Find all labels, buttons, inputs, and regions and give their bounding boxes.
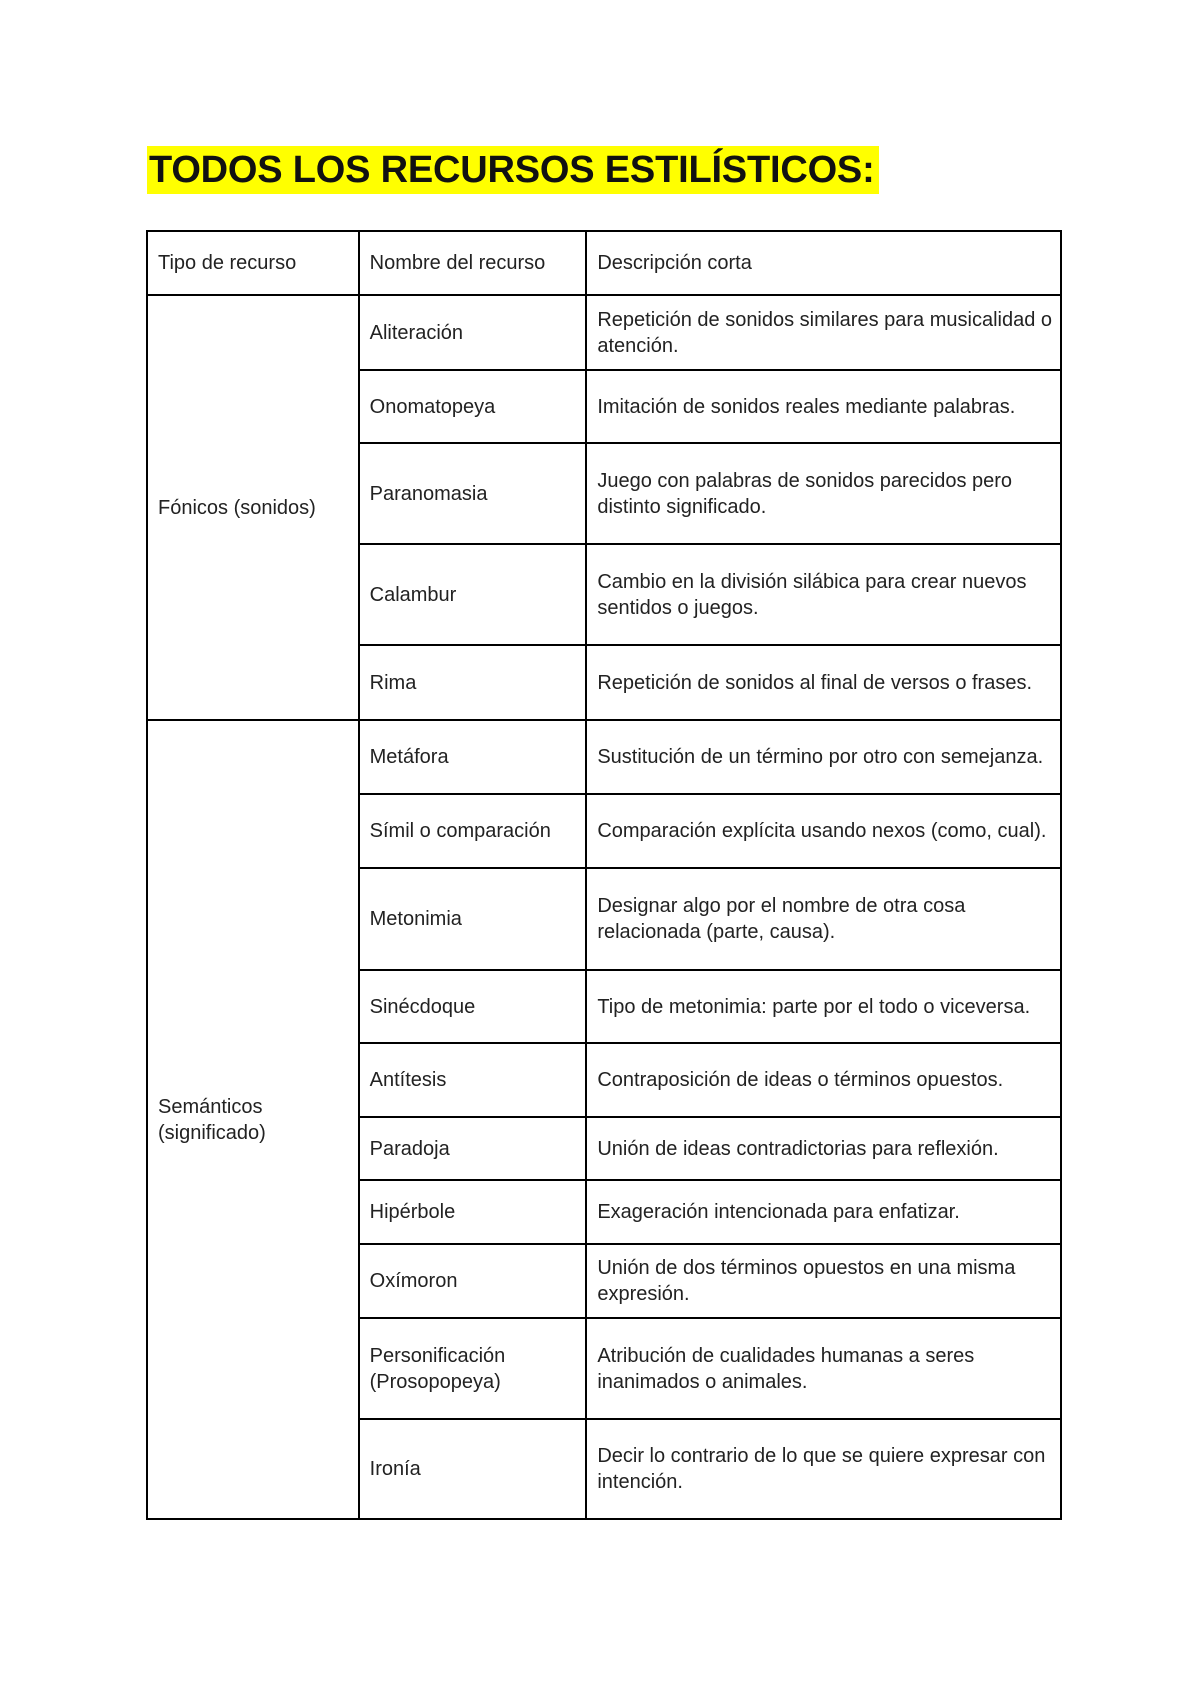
resource-name-cell: Antítesis [359, 1043, 587, 1117]
resource-description-cell: Contraposición de ideas o términos opuestos. [586, 1043, 1061, 1117]
resource-description-cell: Designar algo por el nombre de otra cosa relacionada (parte, causa). [586, 868, 1061, 970]
resource-description-cell: Decir lo contrario de lo que se quiere expresar con intención. [586, 1419, 1061, 1519]
resource-name-cell: Paradoja [359, 1117, 587, 1180]
resource-description-cell: Imitación de sonidos reales mediante palabras. [586, 370, 1061, 443]
resource-name-cell: Calambur [359, 544, 587, 645]
resource-name-cell: Símil o comparación [359, 794, 587, 868]
resource-description-cell: Comparación explícita usando nexos (como, cual). [586, 794, 1061, 868]
resource-description-cell: Tipo de metonimia: parte por el todo o viceversa. [586, 970, 1061, 1043]
resource-name-cell: Metonimia [359, 868, 587, 970]
resource-description-cell: Exageración intencionada para enfatizar. [586, 1180, 1061, 1244]
resource-description-cell: Juego con palabras de sonidos parecidos pero distinto significado. [586, 443, 1061, 544]
page-title: TODOS LOS RECURSOS ESTILÍSTICOS: [147, 146, 879, 194]
resource-name-cell: Aliteración [359, 295, 587, 370]
header-tipo-de-recurso: Tipo de recurso [147, 231, 359, 295]
resource-name-cell: Hipérbole [359, 1180, 587, 1244]
header-nombre-del-recurso: Nombre del recurso [359, 231, 587, 295]
header-descripcion-corta: Descripción corta [586, 231, 1061, 295]
resource-name-cell: Metáfora [359, 720, 587, 794]
resource-description-cell: Unión de ideas contradictorias para reflexión. [586, 1117, 1061, 1180]
group-type-cell: Semánticos (significado) [147, 720, 359, 1519]
group-type-cell: Fónicos (sonidos) [147, 295, 359, 720]
resource-description-cell: Repetición de sonidos similares para musicalidad o atención. [586, 295, 1061, 370]
resources-table [146, 230, 1062, 1520]
resource-description-cell: Repetición de sonidos al final de versos o frases. [586, 645, 1061, 720]
table-header-row [147, 231, 1061, 295]
table-row [147, 295, 1061, 370]
table-row [147, 720, 1061, 794]
resource-name-cell: Personificación (Prosopopeya) [359, 1318, 587, 1419]
resource-description-cell: Atribución de cualidades humanas a seres inanimados o animales. [586, 1318, 1061, 1419]
resource-description-cell: Sustitución de un término por otro con semejanza. [586, 720, 1061, 794]
resource-name-cell: Oxímoron [359, 1244, 587, 1318]
resource-name-cell: Sinécdoque [359, 970, 587, 1043]
resource-name-cell: Ironía [359, 1419, 587, 1519]
resource-description-cell: Unión de dos términos opuestos en una misma expresión. [586, 1244, 1061, 1318]
resource-description-cell: Cambio en la división silábica para crear nuevos sentidos o juegos. [586, 544, 1061, 645]
resource-name-cell: Rima [359, 645, 587, 720]
resource-name-cell: Onomatopeya [359, 370, 587, 443]
resource-name-cell: Paranomasia [359, 443, 587, 544]
